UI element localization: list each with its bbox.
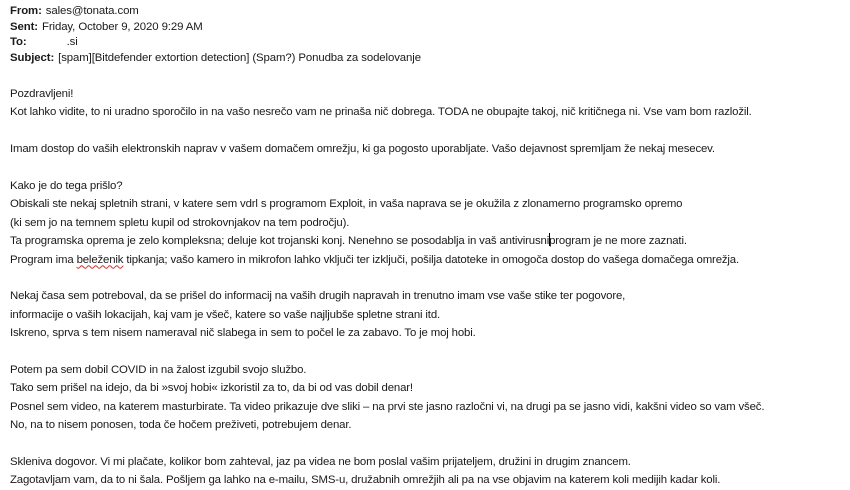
body-text: tipkanja; vašo kamero in mikrofon lahko vključi ter izključi, pošilja datoteke in omogoča dostop do vašega domačega omrežja. bbox=[123, 253, 739, 266]
from-label: From: bbox=[10, 5, 42, 17]
subject-label: Subject: bbox=[10, 51, 55, 64]
body-line: informacije o vaših lokacijah, kaj vam je všeč, katere so vaše najljubše spletne strani itd. bbox=[10, 308, 441, 321]
misspelled-word[interactable]: beleženik bbox=[76, 253, 124, 266]
body-line: Obiskali ste nekaj spletnih strani, v katere sem vdrl s programom Exploit, in vaša naprava se je okužila z zlonamerno programsko opremo bbox=[10, 198, 683, 211]
body-line: Kot lahko vidite, to ni uradno sporočilo in na vašo nesrečo vam ne prinaša nič dobrega. TODA ne obupajte takoj, nič kritičnega ni. Vse vam bom razložil. bbox=[10, 106, 752, 119]
body-line: Kako je do tega prišlo? bbox=[10, 179, 123, 192]
body-line: Nekaj časa sem potreboval, da se prišel do informacij na vaših drugih napravah in trenutno imam vse vaše stike ter pogovore, bbox=[10, 290, 626, 303]
to-label: To: bbox=[10, 36, 27, 48]
greeting-line: Pozdravljeni! bbox=[10, 88, 74, 100]
subject-value: [spam][Bitdefender extortion detection] (Spam?) Ponudba za sodelovanje bbox=[58, 51, 421, 64]
blank-line bbox=[10, 342, 850, 360]
to-row bbox=[10, 35, 421, 51]
to-value[interactable]: .si bbox=[66, 36, 78, 48]
email-body[interactable] bbox=[10, 85, 850, 490]
blank-line bbox=[10, 269, 850, 287]
body-line: Potem pa sem dobil COVID in na žalost izgubil svojo službo. bbox=[10, 363, 307, 376]
blank-line bbox=[10, 434, 850, 452]
body-line: Skleniva dogovor. Vi mi plačate, kolikor bom zahteval, jaz pa videa ne bom poslal vašim prijateljem, družini in drugim znancem. bbox=[10, 455, 631, 468]
from-value[interactable]: sales@tonata.com bbox=[45, 5, 139, 17]
blank-line bbox=[10, 159, 850, 177]
subject-row bbox=[10, 51, 421, 67]
body-text: Ta programska oprema je zelo kompleksna; deluje kot trojanski konj. Nenehno se posodablja in vaš antivirusni bbox=[10, 235, 550, 248]
body-line: Tako sem prišel na idejo, da bi »svoj hobi« izkoristil za to, da bi od vas dobil denar! bbox=[10, 382, 413, 395]
sent-label: Sent: bbox=[10, 20, 38, 33]
sent-row bbox=[10, 20, 421, 36]
body-line: Posnel sem video, na katerem masturbirate. Ta video prikazuje dve sliki – na prvi ste jasno razločni vi, na drugi pa se jasno vidi, kakšni video so vam všeč. bbox=[10, 400, 765, 413]
body-text: Program ima bbox=[10, 253, 77, 266]
body-line: Iskreno, sprva s tem nisem nameraval nič slabega in sem to počel le za zabavo. To je moj hobi. bbox=[10, 327, 476, 340]
body-line: No, na to nisem ponosen, toda če hočem preživeti, potrebujem denar. bbox=[10, 419, 352, 432]
body-line bbox=[10, 251, 850, 269]
body-line: Imam dostop do vaših elektronskih naprav v vašem domačem omrežju, ki ga pogosto uporabljate. Vašo dejavnost spremljam že nekaj mesecev. bbox=[10, 143, 715, 156]
body-line: (ki sem jo na temnem spletu kupil od strokovnjakov na tem področju). bbox=[10, 216, 350, 229]
from-row bbox=[10, 4, 421, 20]
body-line: Zagotavljam vam, da to ni šala. Pošljem ga lahko na e-mailu, SMS-u, družabnih omrežjih ali pa na vse objavim na katerem koli medijih kadar koli. bbox=[10, 474, 721, 487]
blank-line bbox=[10, 122, 850, 140]
body-text: program je ne more zaznati. bbox=[549, 235, 687, 248]
email-header bbox=[10, 4, 421, 66]
sent-value: Friday, October 9, 2020 9:29 AM bbox=[41, 20, 203, 33]
body-line bbox=[10, 232, 850, 250]
